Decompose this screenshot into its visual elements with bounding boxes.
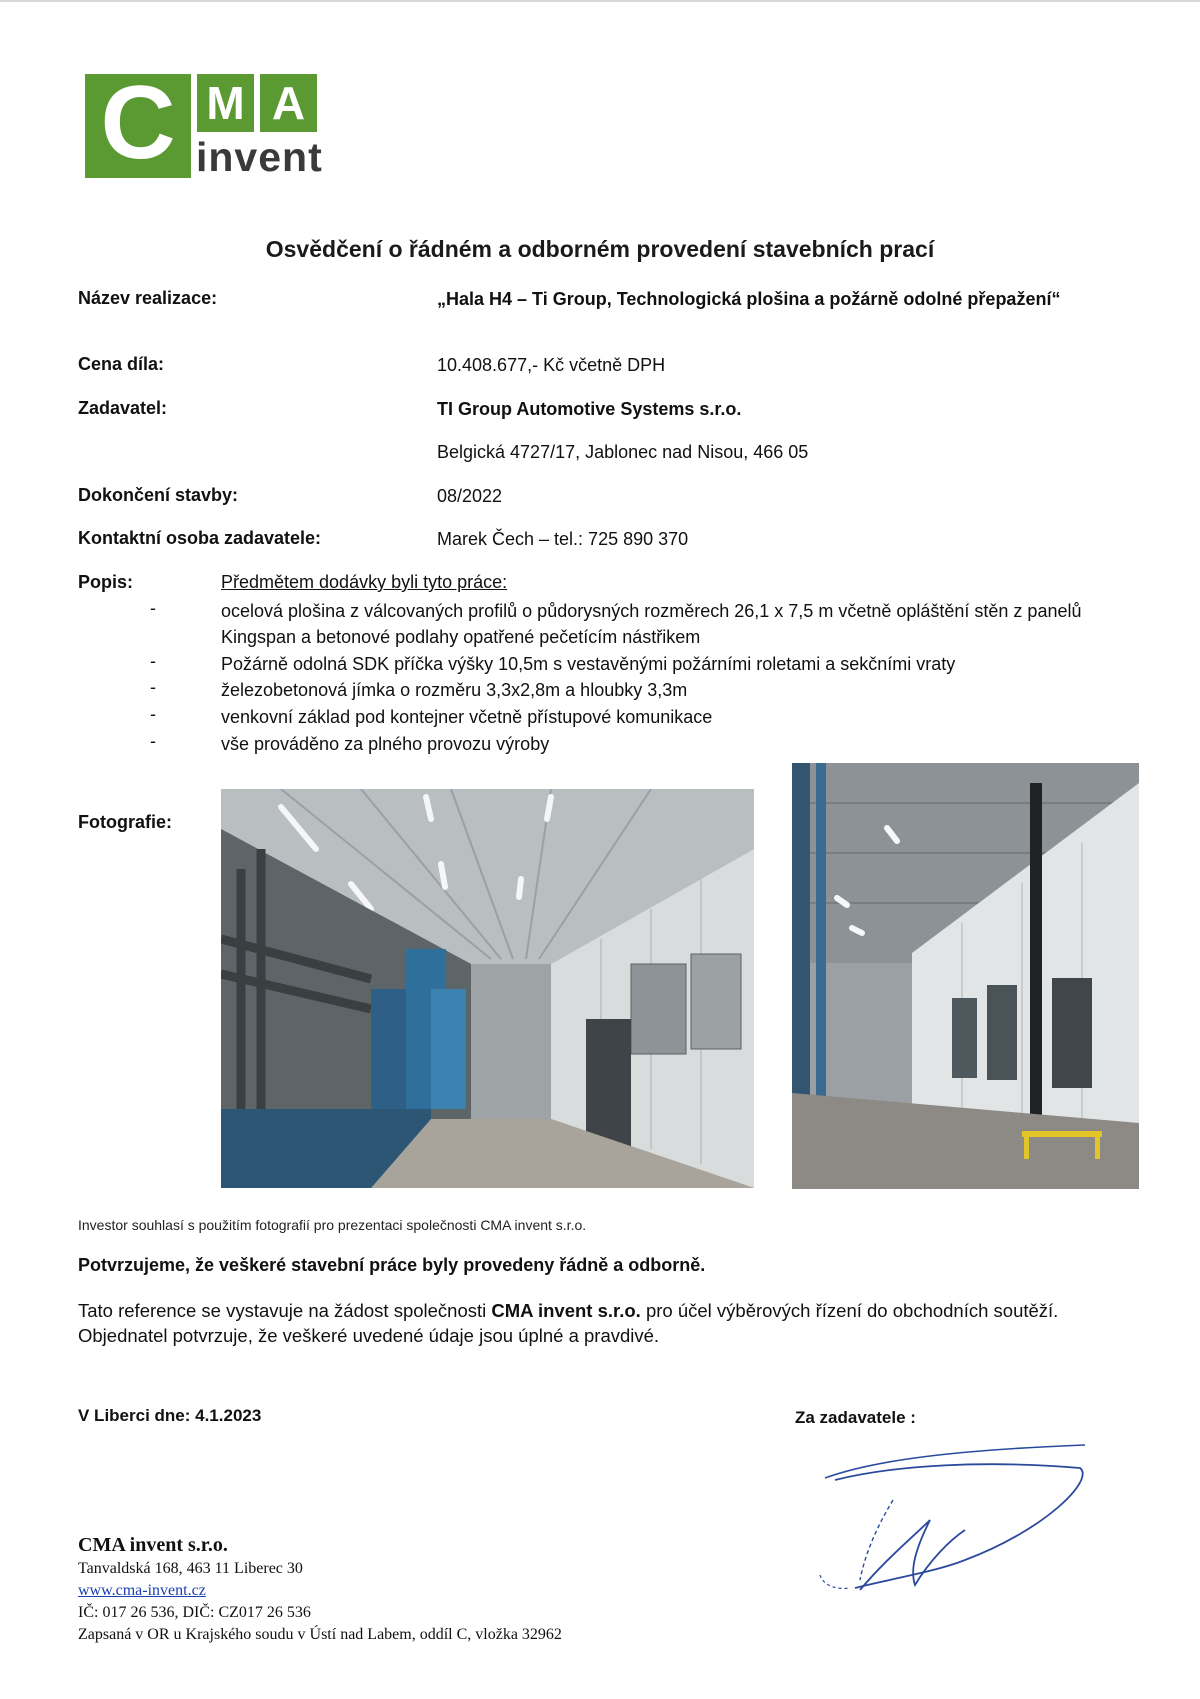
popis-item: Požárně odolná SDK příčka výšky 10,5m s vestavěnými požárními roletami a sekčními vraty (221, 654, 956, 674)
reference-company: CMA invent s.r.o. (491, 1300, 641, 1321)
nazev-value: „Hala H4 – Ti Group, Technologická plošina a požárně odolné přepažení“ (437, 289, 1061, 309)
zadavatel-label: Zadavatel: (78, 398, 168, 418)
footer-web-link[interactable]: www.cma-invent.cz (78, 1582, 206, 1599)
zadavatel-address: Belgická 4727/17, Jablonec nad Nisou, 466 05 (437, 442, 809, 462)
kontakt-value: Marek Čech – tel.: 725 890 370 (437, 529, 689, 549)
logo-a-square: A (260, 74, 317, 132)
footer-address: Tanvaldská 168, 463 11 Liberec 30 (78, 1560, 303, 1577)
bullet-dash: - (150, 731, 156, 751)
dokonceni-label: Dokončení stavby: (78, 485, 239, 505)
bullet-dash: - (150, 598, 156, 618)
reference-text-part1: Tato reference se vystavuje na žádost společnosti (78, 1300, 492, 1321)
footer-ids: IČ: 017 26 536, DIČ: CZ017 26 536 (78, 1604, 311, 1621)
footer-company: CMA invent s.r.o. (78, 1534, 228, 1556)
bullet-dash: - (150, 651, 156, 671)
nazev-label: Název realizace: (78, 288, 218, 308)
cma-invent-logo (85, 65, 335, 181)
handwritten-signature (815, 1440, 1095, 1600)
scan-edge (0, 0, 1200, 2)
photo-hall-interior-2 (792, 763, 1139, 1189)
company-footer (78, 1532, 562, 1646)
cena-value: 10.408.677,- Kč včetně DPH (437, 355, 666, 375)
cena-label: Cena díla: (78, 354, 165, 374)
fotografie-label: Fotografie: (78, 812, 172, 832)
popis-item: vše prováděno za plného provozu výroby (221, 734, 550, 754)
popis-item: venkovní základ pod kontejner včetně přístupové komunikace (221, 707, 713, 727)
logo-wordmark: invent (196, 134, 323, 180)
zadavatel-value: TI Group Automotive Systems s.r.o. (437, 399, 742, 419)
document-title: Osvědčení o řádném a odborném provedení stavebních prací (265, 236, 935, 262)
bullet-dash: - (150, 677, 156, 697)
za-zadavatele-label: Za zadavatele : (795, 1408, 916, 1427)
kontakt-label: Kontaktní osoba zadavatele: (78, 528, 322, 548)
popis-heading: Předmětem dodávky byli tyto práce: (221, 572, 508, 592)
footer-register: Zapsaná v OR u Krajského soudu v Ústí nad Labem, oddíl C, vložka 32962 (78, 1626, 562, 1643)
place-date: V Liberci dne: 4.1.2023 (78, 1406, 262, 1425)
popis-item: ocelová plošina z válcovaných profilů o půdorysných rozměrech 26,1 x 7,5 m včetně opláštění stěn z panelů Kingspan a betonové podlahy opatřené pečetícím nástřikem (221, 601, 1082, 647)
popis-label: Popis: (78, 572, 134, 592)
dokonceni-value: 08/2022 (437, 486, 503, 506)
confirmation-statement: Potvrzujeme, že veškeré stavební práce byly provedeny řádně a odborně. (78, 1255, 706, 1275)
logo-c-letter: C (100, 65, 176, 181)
bullet-dash: - (150, 704, 156, 724)
logo-m-square: M (197, 74, 254, 132)
photo-consent-note: Investor souhlasí s použitím fotografií pro prezentaci společnosti CMA invent s.r.o. (78, 1217, 587, 1233)
reference-paragraph (78, 1298, 1138, 1348)
popis-item: železobetonová jímka o rozměru 3,3x2,8m a hloubky 3,3m (221, 680, 688, 700)
reference-text-part2: pro účel výběrových řízení do obchodních soutěží. Objednatel potvrzuje, že veškeré uvedené údaje jsou úplné a pravdivé. (78, 1300, 1059, 1346)
photo-hall-interior-1 (221, 789, 754, 1188)
